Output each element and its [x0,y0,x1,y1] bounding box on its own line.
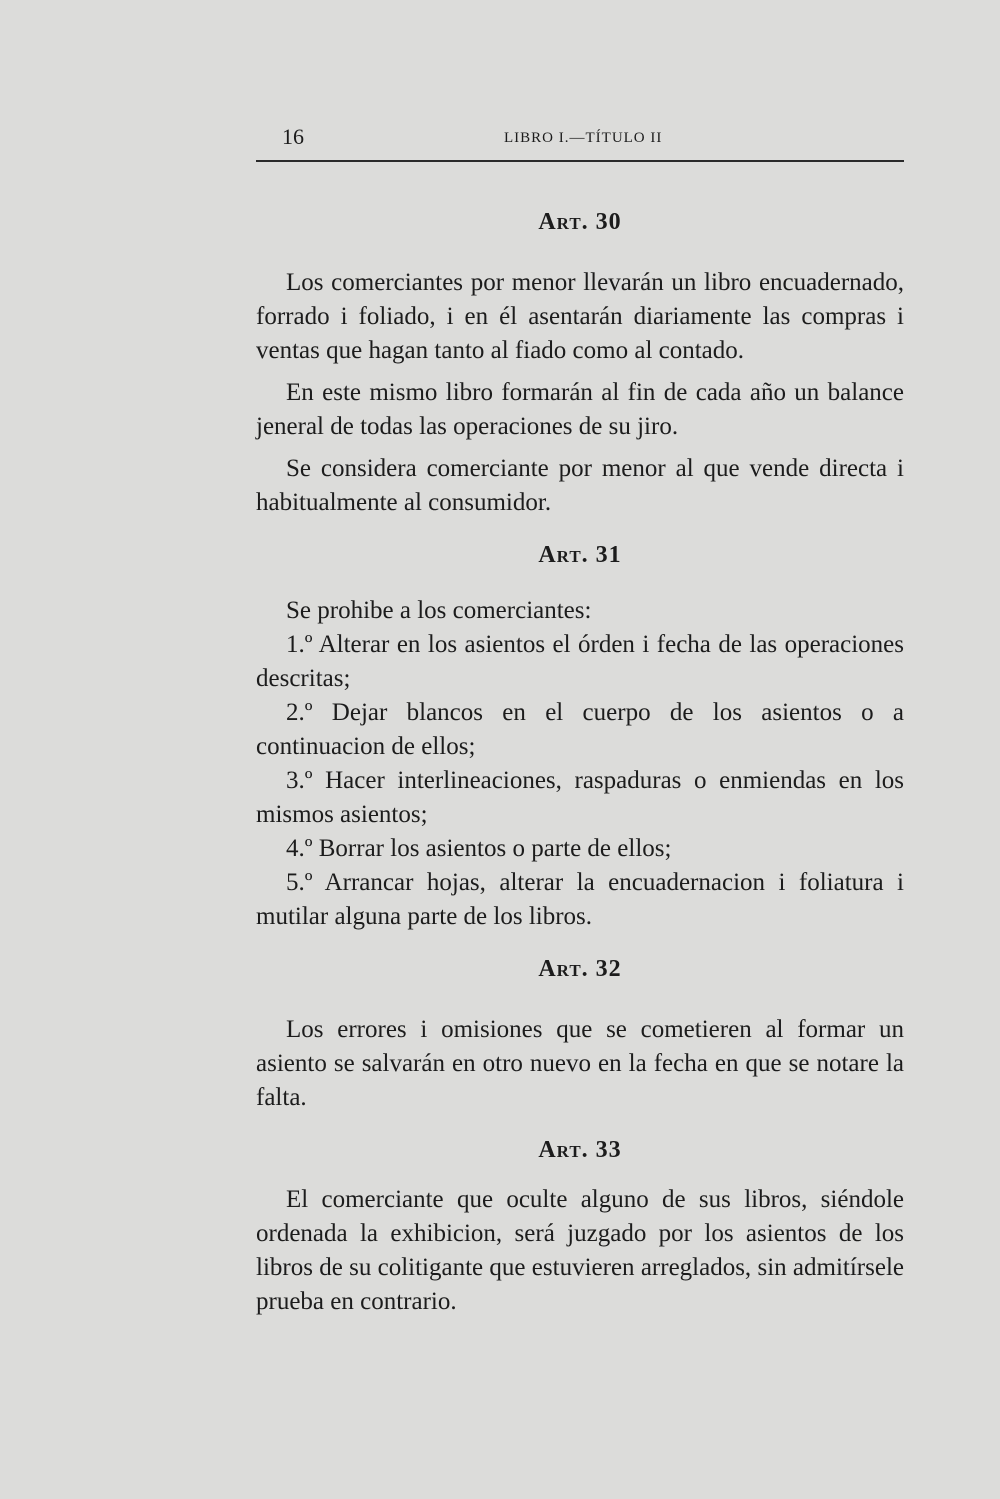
paragraph: Se prohibe a los comerciantes: [286,597,592,624]
paragraph: El comerciante que oculte alguno de sus libros, siéndole ordenada la exhibicion, será juzgado por los asientos de los libros de su colitigante que estuvieren arreglados, sin admitírsele prueba en contrario. [256,1186,904,1315]
page-number: 16 [282,124,304,149]
list-item: 3.º Hacer interlineaciones, raspaduras o enmiendas en los mismos asientos; [256,767,904,828]
page-body [256,205,904,1319]
article-title: Art. 32 [538,956,622,982]
list-item: 1.º Alterar en los asientos el órden i fecha de las operaciones descritas; [256,631,904,692]
list-item: 4.º Borrar los asientos o parte de ellos; [286,835,672,862]
paragraph: Se considera comerciante por menor al que vende directa i habitualmente al consumidor. [256,455,904,516]
article-30 [256,205,904,520]
article-title: Art. 30 [538,209,622,235]
paragraph: Los comerciantes por menor llevarán un libro encuadernado, forrado i foliado, i en él asentarán diariamente las compras i ventas que hagan tanto al fiado como al contado. [256,269,904,364]
list-item: 2.º Dejar blancos en el cuerpo de los asientos o a continuacion de ellos; [256,699,904,760]
article-title: Art. 33 [538,1137,622,1163]
article-31 [256,538,904,934]
paragraph: En este mismo libro formarán al fin de cada año un balance jeneral de todas las operaciones de su jiro. [256,379,904,440]
paragraph: Los errores i omisiones que se cometieren al formar un asiento se salvarán en otro nuevo en la fecha en que se notare la falta. [256,1016,904,1111]
running-head: LIBRO I.—TÍTULO II [504,130,663,146]
article-32 [256,952,904,1115]
article-33 [256,1133,904,1319]
list-item: 5.º Arrancar hojas, alterar la encuadernacion i foliatura i mutilar alguna parte de los libros. [256,869,904,930]
page-header [256,124,904,164]
article-title: Art. 31 [538,542,622,568]
header-rule [256,160,904,162]
